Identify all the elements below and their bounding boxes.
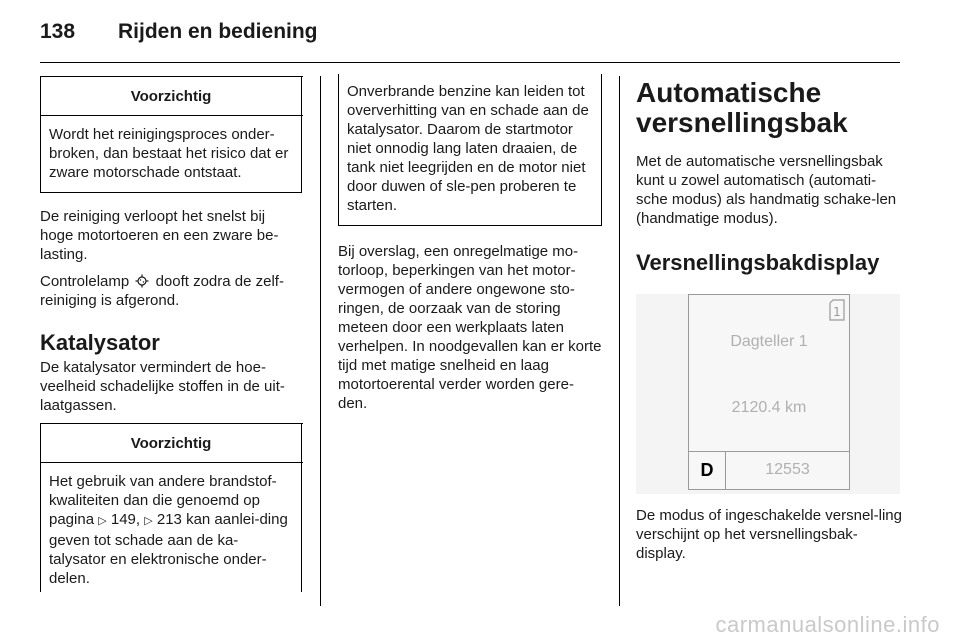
exhaust-filter-lamp-icon	[135, 274, 149, 288]
trip-icon-label: 1	[833, 305, 841, 319]
page-reference-link[interactable]: 149,	[110, 511, 141, 528]
odometer-value: 12553	[765, 461, 810, 478]
column-divider-2	[619, 76, 620, 606]
trip-label: Dagteller 1	[730, 333, 808, 350]
caution-title: Voorzichtig	[40, 76, 303, 116]
paragraph-display-info: De modus of ingeschakelde versnel-ling verschijnt op het versnellingsbak-display.	[636, 507, 902, 562]
paragraph-malfunction: Bij overslag, een onregelmatige mo-torloop, beperkingen van het motor-vermogen of andere ongewone sto-ringen, de oorzaak van de storing meteen door een werkplaats laten verhelpen. In noodgevallen kan er korte tijd met matige snelheid en laag motortoerental verder worden gere-den.	[338, 243, 602, 412]
paragraph-katalysator: De katalysator vermindert de hoe-veelheid schadelijke stoffen in de uit-laatgassen.	[40, 359, 285, 414]
column-2	[338, 74, 602, 413]
heading-line-2: versnellingsbak	[636, 107, 848, 138]
reference-arrow-icon: ▷	[144, 515, 153, 527]
paragraph-transmission-modes: Met de automatische versnellingsbak kunt u zowel automatisch (automati-sche modus) als handmatig schake-len (handmatige modus).	[636, 153, 897, 227]
caution-body: Wordt het reinigingsproces onder-broken, dan bestaat het risico dat er zware motorschade ontstaat.	[49, 126, 289, 181]
column-3	[636, 78, 902, 563]
caution-text-a: Het gebruik van andere brandstof-kwaliteiten dan die genoemd op pagina	[49, 473, 277, 528]
reference-arrow-icon: ▷	[98, 515, 107, 527]
page-header	[40, 20, 900, 60]
text-before-lamp: Controlelamp	[40, 273, 130, 290]
header-divider	[40, 62, 900, 63]
caution-box-2	[40, 423, 302, 592]
caution-title: Voorzichtig	[40, 423, 303, 463]
column-1	[40, 76, 302, 592]
paragraph-cleaning-speed: De reiniging verloopt het snelst bij hoge motortoeren en een zware be-lasting.	[40, 208, 279, 263]
page-number: 138	[40, 20, 76, 43]
gear-indicator: D	[700, 460, 714, 480]
chapter-title: Rijden en bediening	[118, 20, 318, 43]
display-frame	[688, 294, 850, 490]
heading-automatic-transmission	[636, 78, 902, 138]
column-divider-1	[320, 76, 321, 606]
caution-body: Onverbrande benzine kan leiden tot oververhitting van en schade aan de katalysator. Daarom de startmotor niet onnodig lang laten draaien, de tank niet leegrijden en de motor niet door duwen of sle-pen proberen te starten.	[347, 83, 589, 214]
heading-transmission-display: Versnellingsbakdisplay	[636, 250, 880, 275]
watermark: carmanualsonline.info	[715, 612, 940, 637]
transmission-display-image	[636, 294, 900, 494]
caution-text-b: kan aanlei-ding geven tot schade aan de ka-talysator en elektronische onder-delen.	[49, 511, 288, 587]
text-after-lamp: dooft zodra de zelf-reiniging is afgerond.	[40, 273, 284, 309]
caution-box-1	[40, 76, 302, 193]
page-reference-link[interactable]: 213	[156, 511, 182, 528]
trip-counter-icon	[829, 299, 845, 321]
heading-line-1: Automatische	[636, 77, 822, 108]
trip-value: 2120.4 km	[731, 399, 807, 416]
heading-katalysator: Katalysator	[40, 330, 160, 355]
caution-body	[41, 463, 301, 592]
paragraph-warning-lamp	[40, 272, 302, 310]
caution-box-continued	[338, 74, 602, 226]
